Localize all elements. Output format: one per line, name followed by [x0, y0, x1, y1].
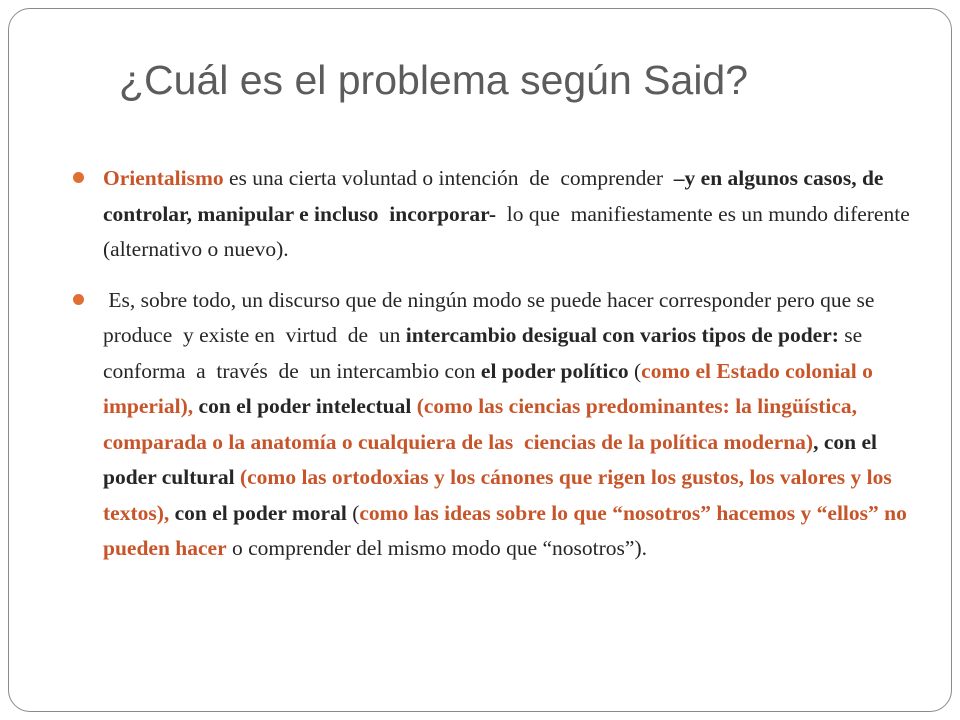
bullet-1-segment: es una cierta voluntad o intención de comprender	[223, 166, 674, 190]
bullet-1-segment: lo que manifiestamente es un mundo diferente (alternativo o nuevo).	[103, 201, 916, 261]
bullet-2-segment: o comprender del mismo modo que “nosotros”).	[226, 536, 647, 560]
bullet-item-orientalismo	[71, 161, 921, 268]
slide-title: ¿Cuál es el problema según Said?	[119, 57, 749, 103]
bullet-list	[71, 161, 921, 582]
bullet-2-segment: como el Estado colonial o imperial),	[103, 358, 879, 418]
bullet-2-segment: el poder político	[480, 358, 629, 383]
slide	[8, 8, 952, 712]
bullet-2-segment: , con el poder cultural	[103, 429, 883, 489]
bullet-2-segment: Es, sobre todo, un discurso que de ningún modo se puede hacer corresponder pero que se produce y existe en virtud de un	[103, 287, 880, 347]
bullet-dot-icon	[73, 172, 84, 183]
bullet-2-segment: con el poder intelectual	[193, 394, 412, 418]
bullet-1-segment: Orientalismo	[103, 166, 224, 190]
bullet-2-segment: como las ideas sobre lo que “nosotros” hacemos y “ellos” no pueden hacer	[103, 500, 913, 560]
bullet-2-segment: (	[346, 500, 360, 525]
bullet-2-segment: (como las ortodoxias y los cánones que rigen los gustos, los valores y los textos),	[103, 465, 898, 525]
bullet-1-segment: –y en algunos casos, de controlar, manipular e incluso incorporar-	[103, 166, 889, 226]
bullet-dot-icon	[73, 294, 84, 305]
bullet-2-segment: se conforma a través de un intercambio con	[103, 323, 868, 383]
bullet-item-discurso	[71, 283, 921, 567]
bullet-2-segment: (	[628, 358, 642, 383]
bullet-2-segment: (como las ciencias predominantes: la lingüística, comparada o la anatomía o cualquiera de las ciencias de la política moderna)	[103, 394, 863, 454]
bullet-2-segment: intercambio desigual con varios tipos de poder:	[405, 323, 839, 347]
bullet-2-segment: con el poder moral	[169, 500, 347, 525]
